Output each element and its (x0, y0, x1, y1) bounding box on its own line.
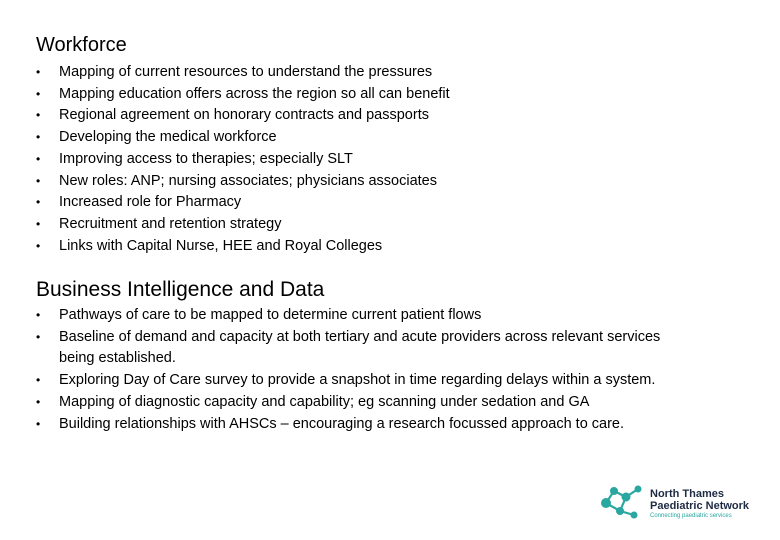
list-item (36, 84, 736, 106)
list-item (36, 392, 694, 414)
north-thames-logo (598, 481, 766, 523)
list-item-text: Improving access to therapies; especially SLT (59, 150, 353, 167)
logo-tagline: Connecting paediatric services (650, 513, 732, 519)
list-item-text: Regional agreement on honorary contracts and passports (59, 107, 429, 124)
logo-text (650, 488, 749, 520)
list-item (36, 370, 694, 392)
workforce-heading: Workforce (36, 34, 127, 56)
bullet: • (36, 308, 41, 322)
list-item-text: Recruitment and retention strategy (59, 215, 282, 232)
logo-line-2: Paediatric Network (650, 500, 750, 512)
list-item-text: Baseline of demand and capacity at both tertiary and acute providers across relevant services being established. (59, 328, 661, 367)
list-item-text: Exploring Day of Care survey to provide a snapshot in time regarding delays within a system. (59, 372, 656, 389)
bullet: • (36, 151, 41, 166)
list-item-text: Mapping of current resources to understand the pressures (59, 64, 433, 80)
list-item (36, 192, 736, 214)
bullet: • (36, 238, 41, 253)
list-item (36, 149, 736, 171)
list-item-text: Pathways of care to be mapped to determine current patient flows (59, 307, 482, 323)
bullet: • (36, 394, 41, 409)
business-intelligence-heading: Business Intelligence and Data (36, 278, 325, 301)
list-item-text: Building relationships with AHSCs – encouraging a research focussed approach to care. (59, 415, 625, 432)
logo-line-1: North Thames (650, 488, 724, 500)
workforce-section (36, 33, 736, 257)
workforce-list (36, 62, 736, 257)
list-item (36, 214, 736, 236)
network-logo-icon (598, 481, 648, 523)
list-item (36, 62, 736, 84)
list-item-text: New roles: ANP; nursing associates; physicians associates (59, 172, 437, 189)
business-intelligence-section (36, 277, 736, 435)
list-item-text: Increased role for Pharmacy (59, 194, 242, 211)
bullet: • (36, 373, 41, 388)
list-item-text: Developing the medical workforce (59, 129, 277, 146)
bullet: • (36, 195, 41, 210)
bullet: • (36, 65, 41, 79)
list-item (36, 327, 694, 370)
bullet: • (36, 173, 41, 188)
list-item-text: Links with Capital Nurse, HEE and Royal Colleges (59, 237, 383, 254)
list-item (36, 305, 694, 327)
list-item (36, 236, 736, 258)
list-item (36, 414, 694, 436)
list-item-text: Mapping education offers across the region so all can benefit (59, 85, 450, 102)
bullet: • (36, 108, 41, 123)
business-intelligence-list (36, 305, 736, 435)
bullet: • (36, 329, 41, 344)
bullet: • (36, 130, 41, 145)
bullet: • (36, 86, 41, 101)
bullet: • (36, 216, 41, 231)
list-item-text: Mapping of diagnostic capacity and capability; eg scanning under sedation and GA (59, 393, 590, 410)
list-item (36, 171, 736, 193)
list-item (36, 127, 736, 149)
list-item (36, 105, 736, 127)
bullet: • (36, 416, 41, 431)
